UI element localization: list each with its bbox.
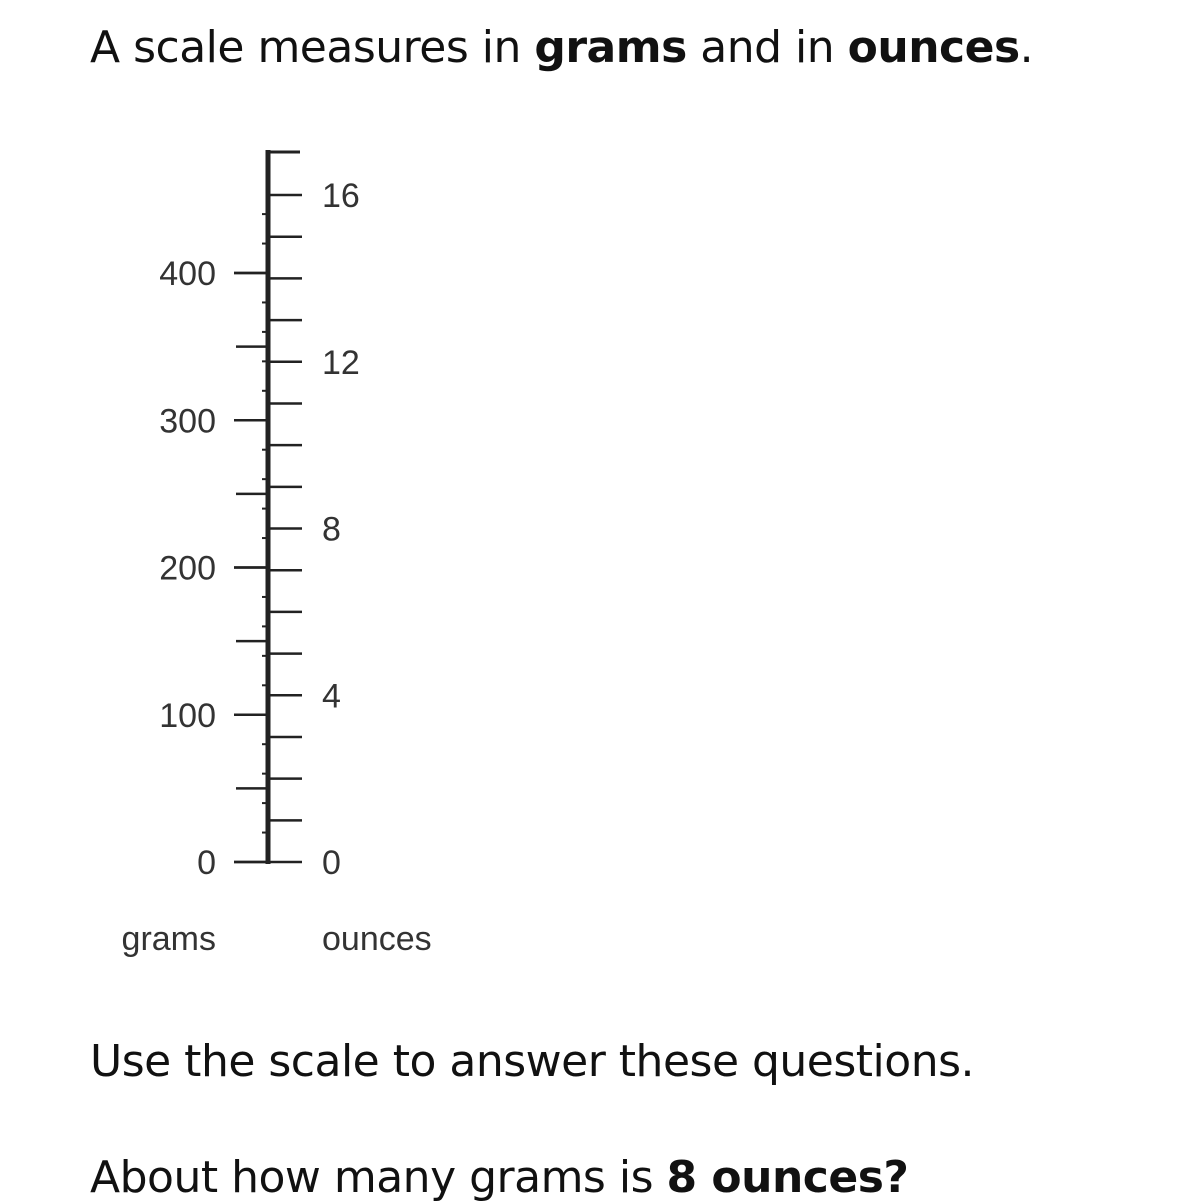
grams-axis-label: grams — [121, 920, 216, 958]
grams-emphasis: grams — [534, 22, 687, 73]
grams-tick-label: 100 — [159, 696, 216, 735]
ounces-emphasis: ounces — [847, 22, 1020, 73]
intro-prefix: A scale measures in — [90, 22, 535, 73]
grams-tick-label: 200 — [159, 549, 216, 588]
question-text — [90, 1152, 908, 1203]
instruction-text: Use the scale to answer these questions. — [90, 1036, 974, 1087]
ounces-tick-label: 12 — [322, 343, 360, 382]
question-emphasis: 8 ounces? — [666, 1152, 909, 1203]
intro-middle: and in — [686, 22, 848, 73]
scale-ticks — [234, 150, 302, 864]
question-prefix: About how many grams is — [90, 1152, 667, 1203]
ounces-tick-label: 4 — [322, 677, 341, 716]
grams-tick-label: 400 — [159, 255, 216, 293]
ounces-tick-label: 16 — [322, 177, 360, 215]
scale-labels — [159, 177, 360, 882]
grams-tick-label: 300 — [159, 402, 216, 441]
intro-suffix: . — [1019, 22, 1034, 73]
ounces-axis-label: ounces — [322, 920, 432, 958]
grams-tick-label: 0 — [197, 844, 216, 882]
ounces-tick-label: 0 — [322, 844, 341, 882]
ounces-tick-label: 8 — [322, 510, 341, 549]
